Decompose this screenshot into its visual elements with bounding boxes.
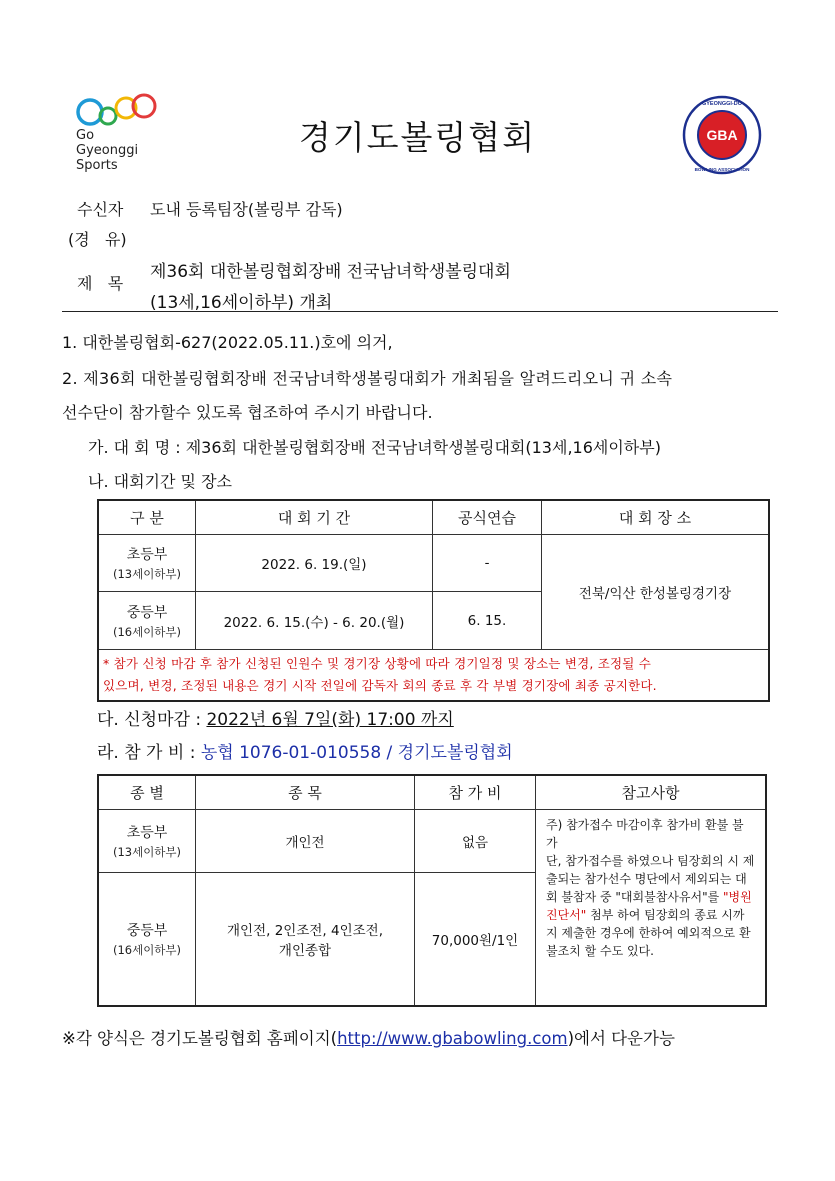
table-header: 종 별 bbox=[98, 775, 196, 810]
homepage-link[interactable]: http://www.gbabowling.com bbox=[337, 1029, 568, 1048]
practice-cell: - bbox=[433, 535, 542, 592]
recipient-label: 수신자 bbox=[77, 200, 124, 219]
item-na: 나. 대회기간 및 장소 bbox=[88, 472, 232, 491]
category-cell: 초등부 (13세이하부) bbox=[98, 810, 196, 873]
category-cell: 중등부 (16세이하부) bbox=[98, 873, 196, 1006]
paragraph-2-line-1: 2. 제36회 대한볼링협회장배 전국남녀학생볼링대회가 개최됨을 알려드리오니 귀 소속 bbox=[62, 369, 673, 388]
page-title: 경기도볼링협회 bbox=[298, 118, 537, 157]
footer-note: ※각 양식은 경기도볼링협회 홈페이지(http://www.gbabowling.com)에서 다운가능 bbox=[62, 1029, 675, 1048]
fee-cell: 70,000원/1인 bbox=[415, 873, 536, 1006]
events-cell: 개인전 bbox=[196, 810, 415, 873]
subject-label: 제 목 bbox=[77, 274, 124, 293]
schedule-note: * 참가 신청 마감 후 참가 신청된 인원수 및 경기장 상황에 따라 경기일정 및 장소는 변경, 조정될 수 있으며, 변경, 조정된 내용은 경기 시작 전일에 감독자 회의 종료 후 각 부별 경기장에 최종 공지한다. bbox=[98, 650, 769, 702]
item-ra: 라. 참 가 비 : 농협 1076-01-010558 / 경기도볼링협회 bbox=[97, 743, 513, 763]
practice-cell: 6. 15. bbox=[433, 592, 542, 650]
divider bbox=[62, 311, 778, 312]
period-cell: 2022. 6. 15.(수) - 6. 20.(월) bbox=[196, 592, 433, 650]
table-header: 공식연습 bbox=[433, 500, 542, 535]
fee-table bbox=[97, 774, 767, 1007]
table-header: 종 목 bbox=[196, 775, 415, 810]
fee-cell: 없음 bbox=[415, 810, 536, 873]
paragraph-2-line-2: 선수단이 참가할수 있도록 협조하여 주시기 바랍니다. bbox=[62, 403, 433, 422]
via-label: (경 유) bbox=[68, 230, 127, 249]
schedule-table bbox=[97, 499, 770, 702]
deadline-value: 2022년 6월 7일(화) 17:00 까지 bbox=[206, 710, 454, 730]
table-row bbox=[98, 535, 769, 592]
subject-line-2: (13세,16세이하부) 개최 bbox=[150, 293, 333, 313]
category-cell: 중등부 (16세이하부) bbox=[98, 592, 196, 650]
logo-left-text: Go Gyeonggi Sports bbox=[76, 128, 139, 173]
bank-account-value: 농협 1076-01-010558 / 경기도볼링협회 bbox=[200, 743, 513, 763]
remarks-cell: 주) 참가접수 마감이후 참가비 환불 불가 단, 참가접수를 하였으나 팀장회의 시 제출되는 참가선수 명단에서 제외되는 대회 불참자 중 "대회불참사유서"를 "병원진단서" 첨부 하여 팀장회의 종료 시까지 제출한 경우에 한하여 예외적으로 환불조치 할 수도 있다. bbox=[536, 810, 767, 1006]
category-cell: 초등부 (13세이하부) bbox=[98, 535, 196, 592]
table-header: 참 가 비 bbox=[415, 775, 536, 810]
table-header: 대 회 장 소 bbox=[542, 500, 770, 535]
subject-line-1: 제36회 대한볼링협회장배 전국남녀학생볼링대회 bbox=[150, 262, 511, 282]
paragraph-1: 1. 대한볼링협회-627(2022.05.11.)호에 의거, bbox=[62, 333, 393, 352]
item-ga: 가. 대 회 명 : 제36회 대한볼링협회장배 전국남녀학생볼링대회(13세,16세이하부) bbox=[88, 438, 661, 457]
recipient-value: 도내 등록팀장(볼링부 감독) bbox=[150, 200, 343, 219]
table-header: 구 분 bbox=[98, 500, 196, 535]
table-header: 참고사항 bbox=[536, 775, 767, 810]
item-da: 다. 신청마감 : 2022년 6월 7일(화) 17:00 까지 bbox=[97, 710, 454, 730]
period-cell: 2022. 6. 19.(일) bbox=[196, 535, 433, 592]
gba-logo bbox=[682, 95, 762, 175]
svg-text:BOWLING ASSOCIATION: BOWLING ASSOCIATION bbox=[694, 167, 750, 172]
table-header: 대 회 기 간 bbox=[196, 500, 433, 535]
svg-text:GBA: GBA bbox=[706, 127, 738, 143]
svg-text:GYEONGGI-DO: GYEONGGI-DO bbox=[701, 101, 743, 107]
events-cell: 개인전, 2인조전, 4인조전, 개인종합 bbox=[196, 873, 415, 1006]
venue-cell: 전북/익산 한성볼링경기장 bbox=[542, 535, 770, 650]
table-row bbox=[98, 810, 766, 873]
